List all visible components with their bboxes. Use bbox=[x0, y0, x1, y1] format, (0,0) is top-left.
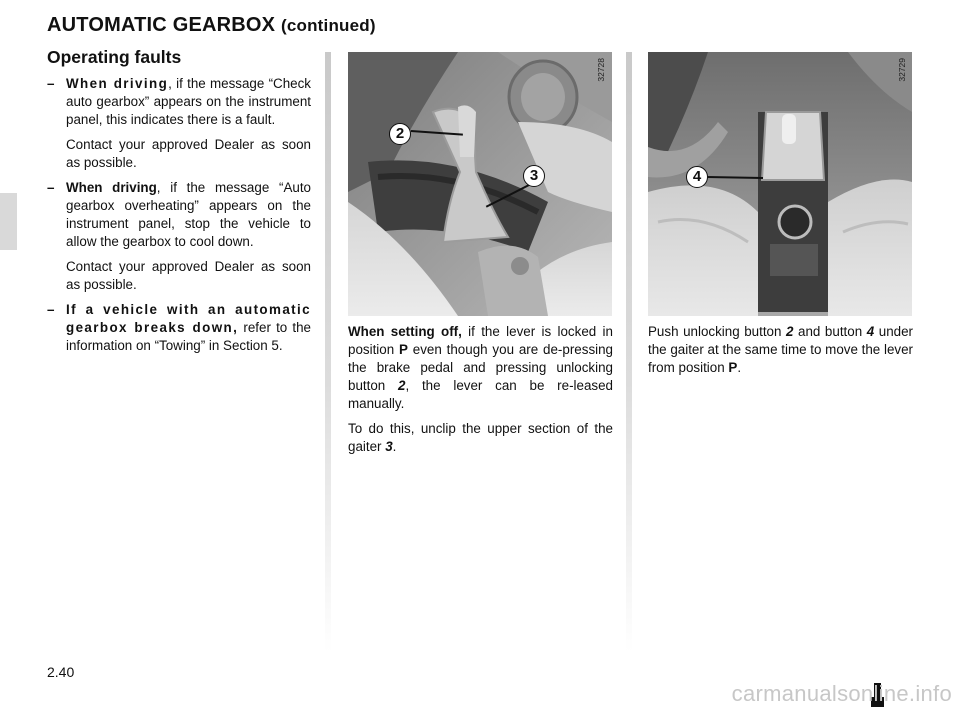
gaiter-ref: 3 bbox=[385, 439, 393, 454]
position-ref: P bbox=[399, 342, 408, 357]
paragraph bbox=[348, 420, 613, 456]
callout-4: 4 bbox=[686, 166, 708, 188]
title-main: AUTOMATIC GEARBOX bbox=[47, 14, 276, 36]
page-number: 2.40 bbox=[47, 664, 75, 680]
setting-off-column bbox=[348, 323, 613, 463]
watermark: carmanualsonline.info bbox=[731, 681, 952, 706]
title-suffix: (continued) bbox=[280, 16, 376, 35]
text-run: if the lever is locked in position bbox=[348, 324, 613, 357]
button-ref: 2 bbox=[398, 378, 406, 393]
list-item bbox=[47, 301, 311, 355]
list-item-followup: Contact your approved Dealer as soon as possible. bbox=[66, 137, 311, 170]
column-divider-right bbox=[626, 52, 632, 652]
list-item bbox=[47, 179, 311, 251]
figure-code: 32728 bbox=[596, 58, 606, 82]
text-run: To do this, unclip the upper section of the gaiter bbox=[348, 421, 613, 454]
text-run: under the gaiter at the same time to move the lever from position bbox=[648, 324, 913, 375]
paragraph bbox=[648, 323, 913, 377]
callout-2: 2 bbox=[389, 123, 411, 145]
callout-3: 3 bbox=[523, 165, 545, 187]
gear-lever-illustration bbox=[348, 52, 612, 316]
text-run: and button bbox=[793, 324, 867, 339]
column-divider-left bbox=[325, 52, 331, 652]
button-ref: 2 bbox=[786, 324, 794, 339]
list-item-text: , if the message “Check auto gearbox” appears on the instrument panel, this indicates there is a fault. bbox=[66, 76, 311, 127]
operating-faults-column bbox=[47, 48, 311, 362]
text-run: Push unlocking button bbox=[648, 324, 787, 339]
list-item-text: refer to the information on “Towing” in Section 5. bbox=[66, 320, 312, 353]
text-run: . bbox=[737, 360, 742, 375]
list-item-lead: When driving bbox=[66, 180, 157, 195]
section-tab-marker bbox=[0, 193, 17, 250]
page-title bbox=[47, 14, 376, 37]
section-heading: Operating faults bbox=[47, 47, 182, 67]
figure-code: 32729 bbox=[897, 58, 907, 82]
bullet-dash: – bbox=[47, 76, 55, 91]
list-item bbox=[47, 75, 311, 129]
list-item-lead: If a vehicle with an automatic gearbox breaks down, bbox=[66, 302, 311, 335]
paragraph bbox=[348, 323, 613, 413]
text-run: even though you are de-pressing the brake pedal and pressing unlocking button bbox=[348, 342, 614, 393]
bullet-dash: – bbox=[47, 302, 55, 317]
list-item-text: , if the message “Auto gearbox overheating” appears on the instrument panel, stop the vehicle to allow the gearbox to cool down. bbox=[66, 180, 311, 249]
list-item-followup: Contact your approved Dealer as soon as possible. bbox=[66, 259, 311, 292]
bullet-dash: – bbox=[47, 180, 55, 195]
text-run: . bbox=[392, 439, 397, 454]
text-run: , the lever can be re-leased manually. bbox=[348, 378, 613, 411]
unlocking-column bbox=[648, 323, 913, 384]
paragraph-lead: When setting off, bbox=[348, 324, 462, 339]
list-item-lead: When driving bbox=[66, 76, 169, 91]
position-ref: P bbox=[728, 360, 738, 375]
button-ref: 4 bbox=[866, 324, 875, 339]
gear-lever-photo bbox=[348, 52, 612, 316]
